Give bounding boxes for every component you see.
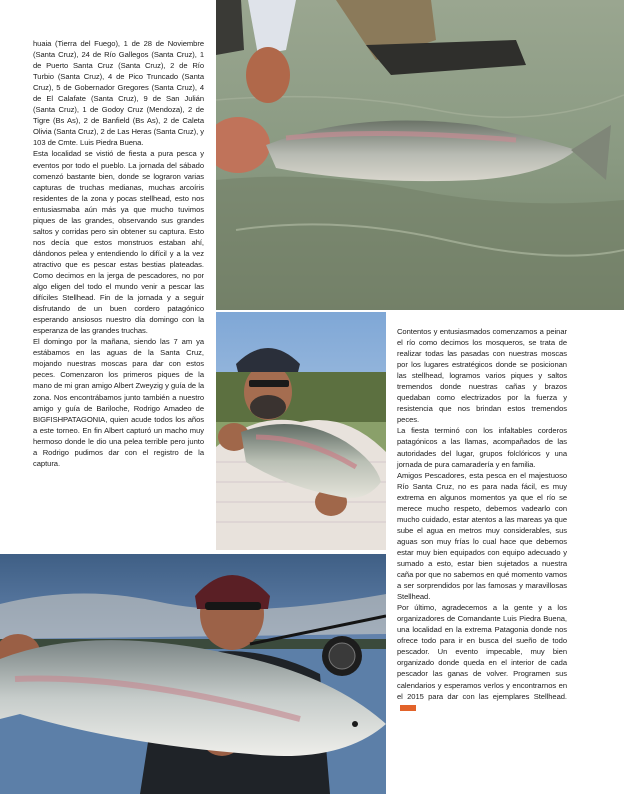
article-column-left	[33, 38, 204, 469]
photo-angler-steelhead-image	[0, 554, 386, 794]
article-paragraph: Por último, agradecemos a la gente y a los organizadores de Comandante Luis Piedra Buena, una localidad en la extrema Patagonia donde nos ofrece todo para ir en busca del sueño de todo pescador. Un evento impecable, muy bien organizado donde queda en el interior de cada pescador las ganas de volver. Programen sus calendarios y esperamos verlos y encontrarnos en el 2015 para dar con las ejemplares Stellhead.	[397, 603, 567, 701]
end-of-article-mark	[400, 705, 416, 711]
photo-angler-steelhead	[0, 554, 386, 794]
photo-angler-holding-trout	[216, 312, 386, 550]
article-column-right	[397, 326, 567, 713]
article-paragraph: Contentos y entusiasmados comenzamos a peinar el río como decimos los mosqueros, se trata de realizar todas las pasadas con nuestras moscas por los lugares estratégicos donde se posicionan las stellhead, logramos varios piques y saltos tremendos donde nuestras cañas y brazos quedaban como electrizados por la fuerza y resistencia que nos brindan estos tremendos peces.	[397, 327, 567, 425]
photo-angler-holding-trout-image	[216, 312, 386, 550]
article-paragraph: Amigos Pescadores, esta pesca en el majestuoso Río Santa Cruz, no es para nada fácil, es muy extrema en algunos momentos ya que el río se merece mucho respeto, debemos vadearlo con mucho cuidado, estar atentos a las mareas ya que sube el agua en metros muy considerables, sus aguas son muy frías lo cual hace que debemos estar muy bien equipados con equipo adecuado y sumado a esto, estar bien sujetados a nuestra caña por que no sabemos en qué momento vamos a ser sorprendidos por las famosas y maravillosas Stellhead.	[397, 470, 567, 602]
article-paragraph: huaia (Tierra del Fuego), 1 de 28 de Noviembre (Santa Cruz), 24 de Río Gallegos (Santa Cruz), 1 de Puerto Santa Cruz (Santa Cruz), 2 de Río Turbio (Santa Cruz), 4 de Pico Truncado (Santa Cruz), 5 de Gobernador Gregores (Santa Cruz), 4 de El Calafate (Santa Cruz), 9 de San Julián (Santa Cruz), 1 de Godoy Cruz (Mendoza), 2 de Tigre (Bs As), 2 de Banfield (Bs As), 2 de Caleta Olivia (Santa Cruz), 2 de Las Heras (Santa Cruz), y 103 de Cmte. Luis Piedra Buena.	[33, 39, 204, 148]
article-paragraph: El domingo por la mañana, siendo las 7 am ya estábamos en las aguas de la Santa Cruz, mojando nuestras moscas para dar con estos peces. Comenzaron los primeros piques de la mano de mi gran amigo Albert Zweyzig y guía de la zona. Nos encontrábamos junto también a nuestro amigo y guía de Bariloche, Rodrigo Amadeo de BIGFISHPATAGONIA, quien acude todos los años a este torneo. En fin Albert capturó un macho muy hermoso donde le dio una pelea terrible pero junto a Rodrigo pudimos dar con el registro de la captura.	[33, 337, 204, 468]
article-paragraph: La fiesta terminó con los infaltables corderos patagónicos a las llamas, acompañados de las autoridades del lugar, grupos folclóricos y una jornada de pura camaradería y en familia.	[397, 426, 567, 469]
photo-trout-release	[216, 0, 624, 310]
photo-trout-release-image	[216, 0, 624, 310]
article-paragraph: Esta localidad se vistió de fiesta a pura pesca y eventos por todo el pueblo. La jornada del sábado comenzó bastante bien, donde se lograron varias capturas de truchas medianas, muchas arcoíris residentes de la zona y pocas stellhead, esto nos entusiasmaba aún más ya que mucho tuvimos piques de las grandes, observando sus grandes saltos y corridas pero sin obtener su captura. Esto nos decía que estos monstruos estaban ahí, dándonos pelea y entendiendo lo difícil y a la vez atractivo que es pescar estas bestias plateadas. Como decimos en la jerga de pescadores, no por algo eligen del todo el mundo venir a pescar las difíciles Stellhead. Fin de la jornada y a seguir disfrutando de un buen cordero patagónico esperando ansiosos nuestro día domingo con la esperanza de las grandes truchas.	[33, 149, 204, 336]
